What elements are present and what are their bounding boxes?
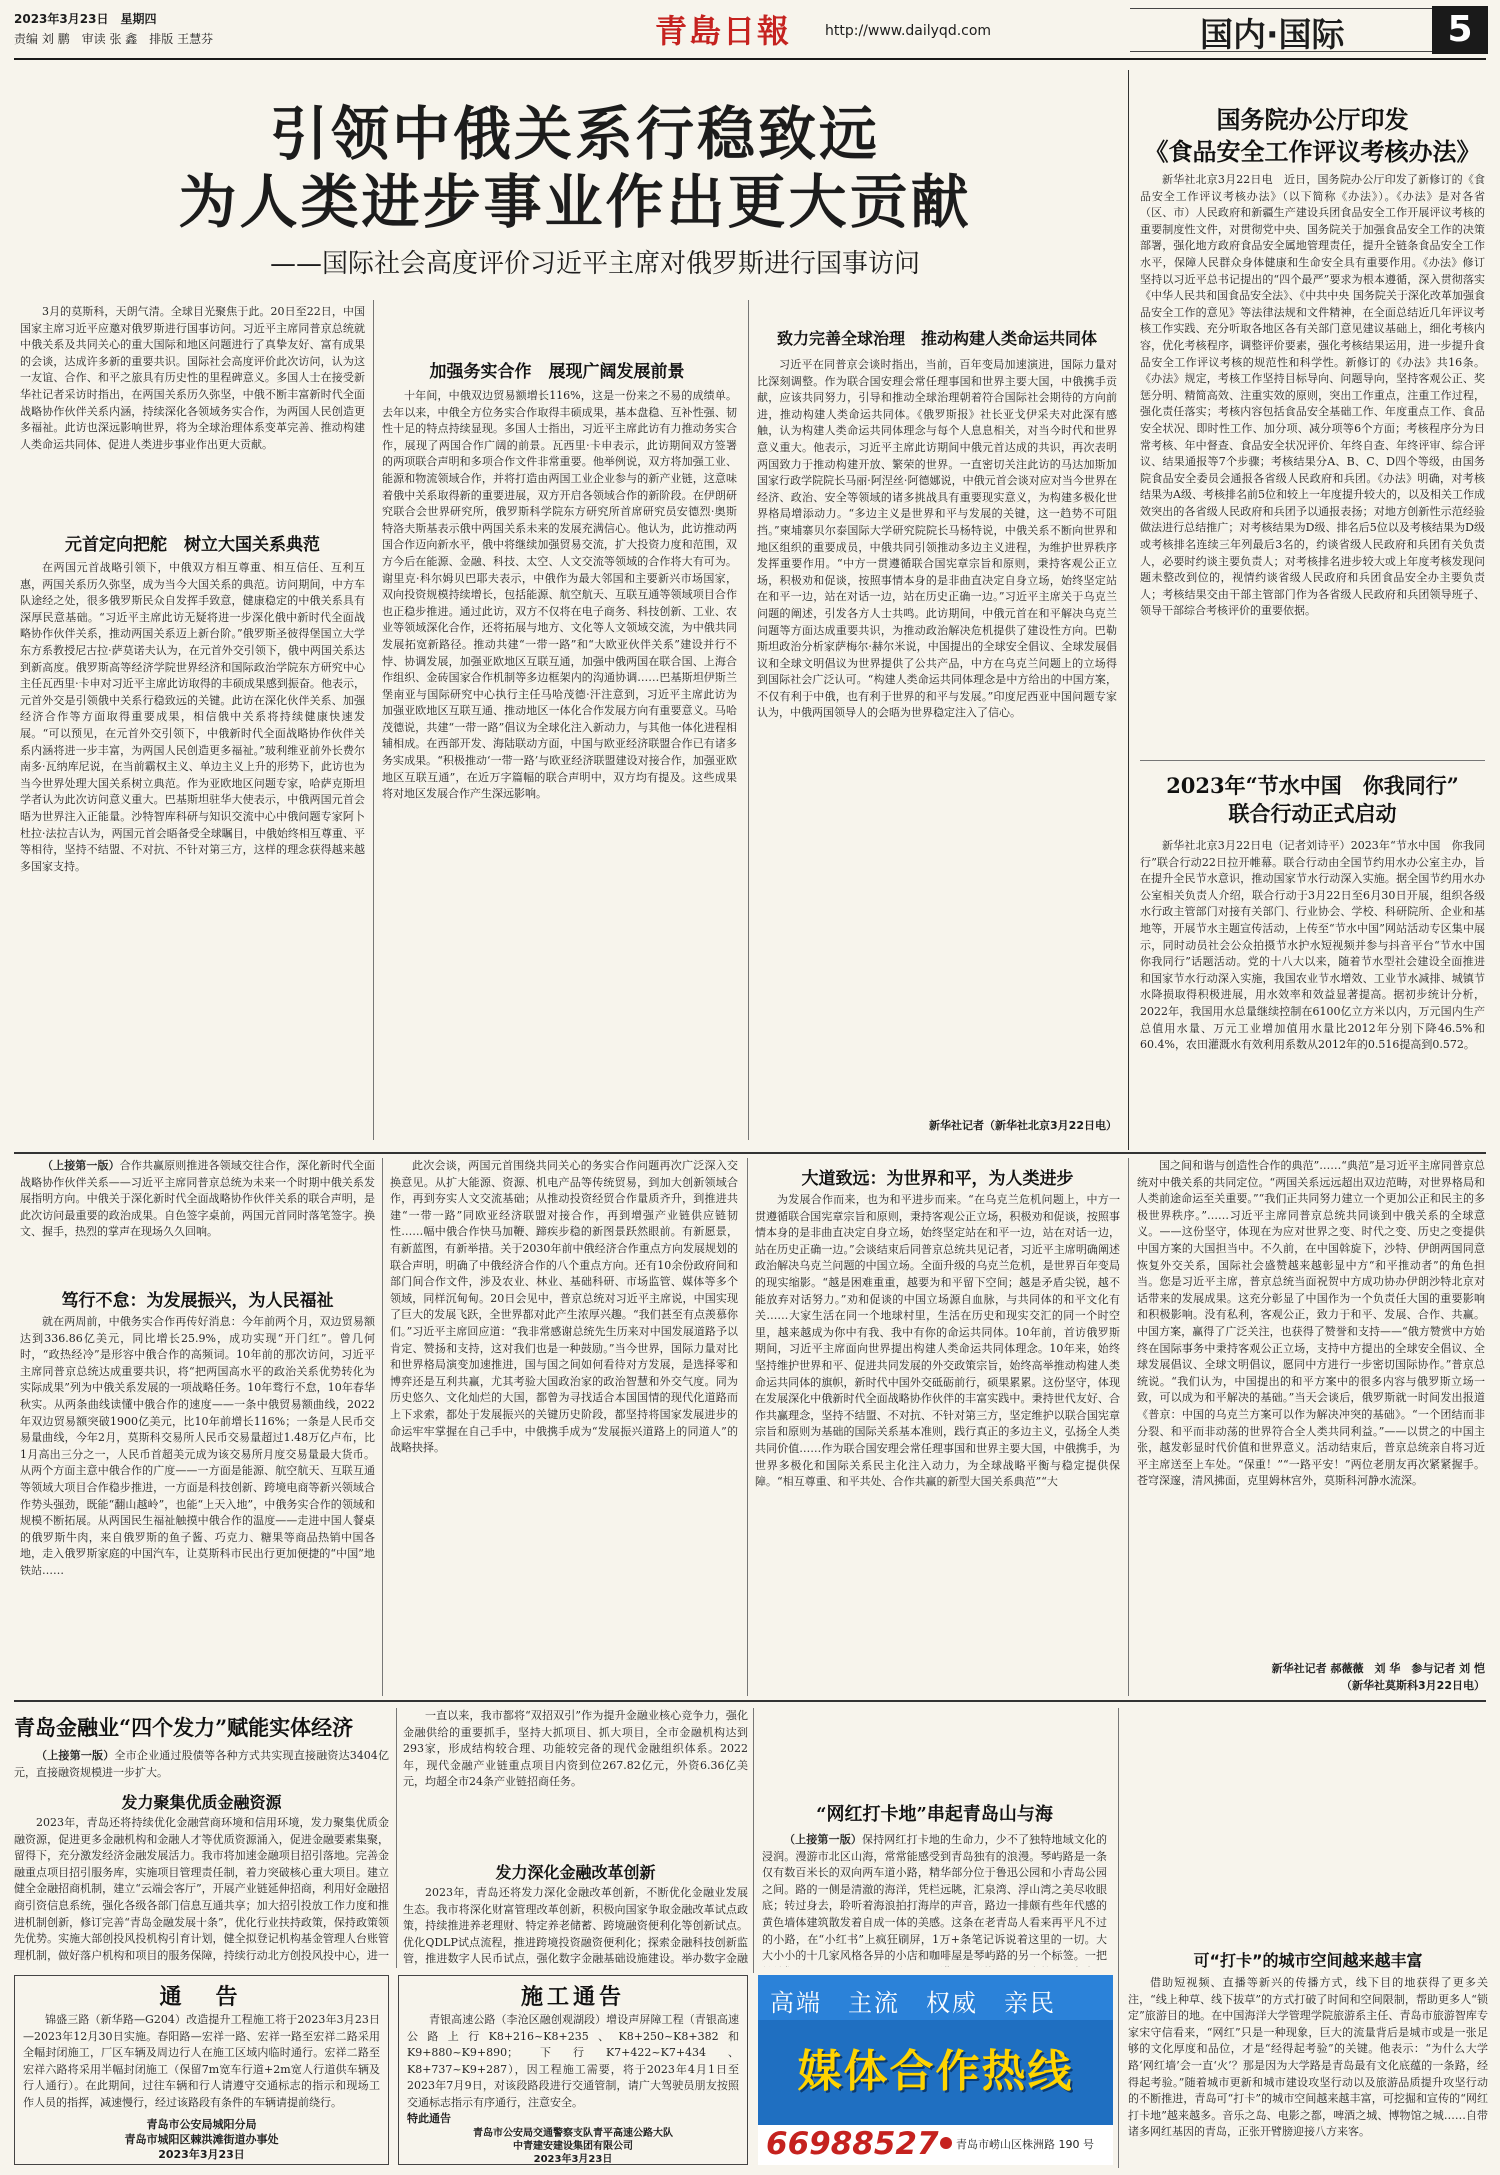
cont-col3-body (755, 1192, 1120, 1694)
local-body3 (403, 1885, 748, 1965)
notice2-sign1: 青岛市公安局交通警察支队青平高速公路大队 (473, 2128, 673, 2139)
cont-col4-body (1137, 1158, 1485, 1658)
cont-col2-body-text: 此次会谈，两国元首围绕共同关心的务实合作问题再次广泛深入交换意见。从扩大能源、资源、机电产品等传统贸易，到加大创新领域合作，再到夯实人文交流基础；从推动投资经贸合作量质齐升，到推进共建“一带一路”同欧亚经济联盟对接合作，再到增强产业链供应链韧性……幅中俄合作快马加鞭、蹄疾步稳的新图景跃然眼前。有新愿景，有新蓝图，有新举措。关于2030年前中俄经济合作重点方向发展规划的联合声明，明确了中俄经济合作的八个重点方向。还有10余份政府间和部门间合作文件，涉及农业、林业、基础科研、市场监管、媒体等多个领域，同样沉甸甸。20日会见中，普京总统对习近平主席说，中国实现了巨大的发展飞跃，全世界都对此产生浓厚兴趣。“我们甚至有点羡慕你们。”习近平主席回应道：“我非常感谢总统先生历来对中国发展道路予以肯定、赞扬和支持，这对我们也是一种鼓励。”当今世界，国际力量对比和世界格局演变加速推进，国与国之间如何看待对方发展，是选择零和博弈还是互利共赢，尤其考验大国政治家的政治智慧和外交气度。同为历史悠久、文化灿烂的大国，都曾为寻找适合本国国情的现代化道路而上下求索，都处于发展振兴的关键历史阶段，都坚持将国家发展进步的命运牢牢掌握在自己手中，中俄携手成为“发展振兴道路上的同道人”的战略抉择。 (390, 1159, 738, 1455)
lead-col3-body (757, 357, 1117, 1117)
lead-col2-body (382, 388, 737, 1138)
masthead-logo: 青島日報 (655, 12, 792, 50)
lead-title-line2: 为人类进步事业作出更大贡献 (178, 168, 972, 236)
right-mid-title-line1: 2023年“节水中国 你我同行” (1166, 773, 1459, 798)
cont-col1-lead: （上接第一版） (42, 1159, 120, 1172)
ad-slogan: 高端 主流 权威 亲民 (770, 1989, 1056, 2017)
notice2-body-text: 青银高速公路（李沧区融创观湖段）增设声屏障工程（青银高速公路上行K8+216~K8+235、K8+250~K8+382和K9+880~K9+890；下行K7+422~K7+434、K8+737~K9+287），因工程施工需要，将于2023年4月1日至2023年7月9日，对该段路段进行交通管制，请广大驾驶员朋友按照交通标志指示有序通行，注意安全。 (407, 2013, 739, 2109)
ad-address: 青岛市崂山区株洲路 190 号 (956, 2138, 1094, 2151)
local2-body-text: 保持网红打卡地的生命力，少不了独特地域文化的浸润。漫游市北区山海，常常能感受到青岛独有的浪漫。琴屿路是一条仅有数百米长的双向两车道小路，精华部分位于鲁迅公园和小青岛公园之间。路的一侧是清澈的海洋，凭栏远眺，汇泉湾、浮山湾之美尽收眼底；转过身去，聆听着海浪拍打海岸的声音，路边一排颇有些年代感的黄色墙体建筑散发着自成一体的美感。这条在老青岛人看来再平凡不过的小路，在“小红书”上疯狂刷屏，1万+条笔记诉说着这里的一切。大大小小的十几家风格各异的小店和咖啡屋是琴屿路的另一个标签。一把 (762, 1833, 1107, 1963)
local-body2-text: 一直以来，我市都将“双招双引”作为提升金融业核心竞争力，强化金融供给的重要抓手，坚持大抓项目、抓大项目，全市金融机构达到293家，形成结构较合理、功能较完备的现代金融组织体系。2022年，现代金融产业链重点项目内资到位267.82亿元，外资6.36亿美元，均超全市24条产业链招商任务。 (403, 1709, 748, 1789)
local-intro (14, 1748, 389, 1784)
notice2-note: 特此通告 (407, 2112, 451, 2125)
cont-col1-intro-text: 合作共赢原则推进各领域交往合作，深化新时代全面战略协作伙伴关系——习近平主席同普京总统为未来一个时期中俄关系发展指明方向。中俄关于深化新时代全面战略协作伙伴关系的联合声明，是此次访问最重要的政治成果。自色签字桌前，两国元首同时落笔签字。换文、握手，热烈的掌声在现场久久回响。 (20, 1159, 375, 1239)
section-rule (14, 1152, 1486, 1154)
notice1-body (23, 2012, 380, 2112)
lead-subtitle: ——国际社会高度评价习近平主席对俄罗斯进行国事访问 (269, 249, 920, 279)
lead-col2-body-text: 十年间，中俄双边贸易额增长116%，这是一份来之不易的成绩单。去年以来，中俄全方位务实合作取得丰硕成果，基本盘稳、互补性强、韧性十足的特点持续显现。多国人士指出，习近平主席此访有力推动务实合作，展现了两国合作广阔的前景。瓦西里·卡申表示，此访期间双方签署的两项联合声明和多项合作文件非常重要。他举例说，双方将加强工业、能源和物流领域合作，并将打造由两国工业企业参与的新产业链，这意味着俄中关系取得新的重要进展，双方开启各领域合作的新阶段。在伊朗研究联合会世界研究所，俄罗斯科学院东方研究所首席研究员安德烈·奥斯特洛夫斯基表示俄中两国关系未来的发展充满信心。他认为，此访推动两国合作迈向新水平，俄中将继续加强贸易交流，扩大投资力度和范围，双方今后在能源、金融、科技、太空、人文交流等领域的合作将大有可为。谢里克·科尔姆贝巴耶夫表示，中俄作为最大邻国和主要新兴市场国家，双向投资规模持续增长，包括能源、航空航天、互联互通等领域项目合作也正稳步推进。通过此访，双方不仅将在电子商务、科技创新、工业、农业等领域深化合作，还将拓展与地方、文化等人文领域交流，为中俄共同发展拓宽新路径。推动共建“一带一路”和“大欧亚伙伴关系”建设并行不悖、协调发展，加强亚欧地区互联互通，加强中俄两国在联合国、上海合作组织、金砖国家合作机制等多边框架内的沟通协调……巴基斯坦伊斯兰堡南亚与国际研究中心执行主任马哈茂德·汗注意到，习近平主席此访为加强亚欧地区互联互通、推动地区一体化合作发展方向有重要意义。马哈茂德说，共建“一带一路”倡议为全球化注入新动力，与其他一体化进程相辅相成。在西部开发、海陆联动方面，中国与欧亚经济联盟合作已有诸多务实成果。“积极推动‘一带一路’与欧亚经济联盟建设对接合作，加强亚欧地区互联互通”，在近万字篇幅的联合声明中，双方均有提及。这些成果将对地区发展合作产生深远影响。 (382, 389, 737, 801)
local-body2 (403, 1708, 748, 1848)
notice2-title: 施工通告 (520, 1985, 625, 2010)
cont-col1-subheading: 笃行不怠：为发展振兴，为人民福祉 (61, 1291, 334, 1311)
local-sub1: 发力聚集优质金融资源 (121, 1793, 282, 1812)
lead-col3-byline: 新华社记者（新华社北京3月22日电） (929, 1119, 1117, 1132)
right-top-body (1140, 172, 1485, 755)
notice1-sign2: 青岛市城阳区棘洪滩街道办事处 (124, 2133, 279, 2146)
header-rule (14, 58, 1486, 60)
section-rule (1140, 760, 1485, 761)
notice2-sign2: 中青建安建设集团有限公司 (513, 2141, 633, 2152)
notice1-title: 通 告 (159, 1985, 244, 2010)
notice-box-1 (14, 1975, 389, 2165)
cont-col4-byline: 新华社记者 郝薇薇 刘 华 参与记者 刘 恺 (1271, 1662, 1485, 1675)
media-ad[interactable] (758, 1975, 1113, 2165)
cont-col3-body-text: 为发展合作而来，也为和平进步而来。“在乌克兰危机问题上，中方一贯遵循联合国宪章宗旨和原则，秉持客观公正立场，积极劝和促谈，按照事情本身的是非曲直决定自身立场，始终坚定站在和平一边，站在对话一边，站在历史正确一边。”会谈结束后同普京总统共见记者，习近平主席明确阐述政治解决乌克兰问题的中国立场。全面升级的乌克兰危机，是世界百年变局的现实缩影。“越是困难重重，越要为和平留下空间；越是矛盾尖锐，越不能放弃对话努力。”劝和促谈的中国立场源自血脉，与共同体的和平文化有关……大家生活在同一个地球村里，生活在历史和现实交汇的同一个时空里，越来越成为你中有我、我中有你的命运共同体。10年前，首访俄罗斯期间，习近平主席面向世界提出构建人类命运共同体理念。10年来，始终坚持维护世界和平、促进共同发展的外交政策宗旨，始终高举推动构建人类命运共同体的旗帜，新时代中国外交砥砺前行，硕果累累。这份坚守，体现在发展深化中俄新时代全面战略协作伙伴的丰富实践中。秉持世代友好、合作共赢理念，坚持不结盟、不对抗、不针对第三方，坚定维护以联合国宪章宗旨和原则为基础的国际关系基本准则，践行真正的多边主义，弘扬全人类共同价值……作为联合国安理会常任理事国和世界主要大国，中俄携手，为世界多极化和国际关系民主化注入动力，为全球战略平衡与稳定提供保障。“相互尊重、和平共处、合作共赢的新型大国关系典范”“大 (755, 1193, 1120, 1489)
local-body3-text: 2023年，青岛还将发力深化金融改革创新，不断优化金融业发展生态。我市将深化财富管理改革创新，积极向国家争取金融改革试点政策，持续推进养老理财、特定养老储蓄、跨境融资便利化等创新试点。优化QDLP试点流程，推进跨境投资融资便利化；探索金融科技创新监管，推进数字人民币试点，强化数字金融基础设施建设。举办数字金融 (403, 1886, 748, 1965)
col-divider (747, 1158, 748, 1696)
local3-sub: 可“打卡”的城市空间越来越丰富 (1193, 1951, 1423, 1970)
right-mid-title-line2: 联合行动正式启动 (1228, 801, 1397, 826)
notice2-body (407, 2012, 739, 2110)
local3-body (1128, 1975, 1488, 2170)
notice2-date: 2023年3月23日 (533, 2154, 613, 2165)
lead-col1-body (20, 560, 365, 1140)
cont-col4-dateline: （新华社莫斯科3月22日电） (1341, 1679, 1485, 1692)
header-staff: 责编 刘 鹏 审读 张 鑫 排版 王慧芬 (14, 32, 214, 46)
right-column-divider (1128, 70, 1129, 1150)
right-mid-body-text: 新华社北京3月22日电（记者刘诗平）2023年“节水中国 你我同行”联合行动22日拉开帷幕。联合行动由全国节约用水办公室主办，旨在提升全民节水意识，推动国家节水行动深入实施。据全国节约用水办公室相关负责人介绍，联合行动于3月22日至6月30日开展，组织各级水行政主管部门对接有关部门、行业协会、学校、科研院所、企业和基地等，开展节水主题宣传活动，上传至“节水中国”网站活动专区集中展示，同时动员社会公众拍摄节水护水短视频并参与抖音平台“节水中国 你我同行”话题活动。党的十八大以来，随着节水型社会建设全面推进和国家节水行动深入实施，我国农业节水增效、工业节水减排、城镇节水降损取得积极进展，用水效率和效益显著提高。据初步统计分析，2022年，我国用水总量继续控制在6100亿立方米以内，万元国内生产总值用水量、万元工业增加值用水量比2012年分别下降46.5%和60.4%，农田灌溉水有效利用系数从2012年的0.516提高到0.572。 (1140, 839, 1485, 1052)
col-divider (753, 1708, 754, 1973)
local-lead: （上接第一版） (36, 1749, 115, 1762)
local2-lead: （上接第一版） (784, 1833, 862, 1846)
local-intro-text: 全市企业通过股债等各种方式共实现直接融资达3404亿元，直接融资规模进一步扩大。 (14, 1749, 389, 1779)
col-divider (396, 1708, 397, 1968)
cont-col1-body (20, 1314, 375, 1694)
header-url[interactable]: http://www.dailyqd.com (825, 23, 992, 39)
section-rule (14, 1700, 1486, 1702)
local-sub2: 发力深化金融改革创新 (495, 1863, 656, 1882)
lead-col3-subheading: 致力完善全球治理 推动构建人类命运共同体 (776, 329, 1097, 348)
right-top-title-line1: 国务院办公厅印发 (1216, 105, 1409, 134)
local-body1-text: 2023年，青岛还将持续优化金融营商环境和信用环境，发力聚集优质金融资源，促进更多金融机构和金融人才等优质资源涌入，促进金融要素集聚，留得下，充分激发经济金融发展活力。我市将加速金融项目招引落地。完善金融重点项目招引服务库，实施项目管理责任制，着力突破核心重大项目。建立健全金融招商机制，建立“云端会客厅”，开展产业链延伸招商，利用好金融招商引资信息系统，强化各级各部门信息互通共享；加大招引投放工作力度和推进机制创新，修订完善“青岛金融发展十条”，优化行业扶持政策，保持政策领先优势。实施大部创投风投机构引育计划，健全拟登记机构基金管理人台账管理机制，做好落户机构和项目的服务保障，持续行动北方创投风投中心，进一 (14, 1816, 389, 1962)
cont-col4-body-text: 国之间和谐与创造性合作的典范”……“典范”是习近平主席同普京总统对中俄关系的共同定位。“两国关系远远超出双边范畴，对世界格局和人类前途命运至关重要。”“我们正共同努力建立一个更加公正和民主的多极世界秩序。”……习近平主席同普京总统共同谈到中俄关系的全球意义。——这份坚守，体现在为应对世界之变、时代之变、历史之变提供中国方案的大国担当中。不久前，在中国斡旋下，沙特、伊朗两国同意恢复外交关系，国际社会盛赞越来越彰显中方“和平推动者”的角色担当。您是习近平主席，普京总统当面祝贺中方成功协办伊朗沙特北京对话带来的发展成果。这充分彰显了中国作为一个负责任大国的重要影响和积极影响。没有私利，客观公正，致力于和平、发展、合作、共赢。中国方案，赢得了广泛关注，也获得了赞誉和支持——“俄方赞赏中方始终在国际事务中秉持客观公正立场，支持中方提出的全球安全倡议、全球发展倡议、全球文明倡议，愿同中方进行一步密切国际协作。”普京总统说。“我们认为，中国提出的和平方案中的很多内容与俄罗斯立场一致，可以成为和平解决的基础。”当天会谈后，俄罗斯就一时间发出报道《普京：中国的乌克兰方案可以作为解决冲突的基础》。“一个团结而非分裂、和平而非动荡的世界符合全人类共同利益。”——以贯之的中国主张，越发彰显时代价值和世界意义。活动结束后，普京总统亲自将习近平主席送至上车处。“保重！”“一路平安！”两位老朋友再次紧紧握手。苍穹深邃，清风拂面，克里姆林宫外，莫斯科河静水流深。 (1137, 1159, 1485, 1488)
lead-col1-intro (20, 304, 365, 524)
notice1-body-text: 锦盛三路（新华路—G204）改造提升工程施工将于2023年3月23日—2023年12月30日实施。春阳路—宏祥一路、宏祥一路至宏祥二路采用全幅封闭施工，厂区车辆及周边行人在施工区域内临时通行。宏祥二路至宏祥六路将采用半幅封闭施工（保留7m宽车行道+2m宽人行道供车辆及行人通行）。在此期间，过往车辆和行人请遵守交通标志的指示和现场工作人员的指挥，减速慢行，经过该路段有条件的车辆请提前绕行。 (23, 2013, 380, 2109)
local-body1 (14, 1815, 389, 1965)
right-top-body-text: 新华社北京3月22日电 近日，国务院办公厅印发了新修订的《食品安全工作评议考核办法》（以下简称《办法》）。《办法》是对各省（区、市）人民政府和新疆生产建设兵团食品安全工作开展评议考核的重要制度性文件，对贯彻党中央、国务院关于加强食品安全工作的决策部署，强化地方政府食品安全属地管理责任，提升全链条食品安全工作水平，保障人民群众身体健康和生命安全具有重要作用。《办法》修订坚持以习近平总书记提出的“四个最严”要求为根本遵循，深入贯彻落实《中华人民共和国食品安全法》、《中共中央 国务院关于深化改革加强食品安全工作的意见》等法律法规和文件精神，在全面总结近几年评议考核工作实践、充分听取各地区各有关部门意见建议基础上，细化考核内容，优化考核程序，调整评价要素，强化考核结果运用，进一步提升食品安全工作评议考核的规范性和科学性。新修订的《办法》共16条。《办法》规定，考核工作坚持目标导向、问题导向，坚持客观公正、奖惩分明、精简高效、注重实效的原则，突出工作重点，注重工作过程，强化责任落实；考核内容包括食品安全基础工作、年度重点工作、食品安全状况、即时性工作、加分项、减分项等6个方面；考核程序分为日常考核、年中督查、食品安全状况评价、年终自查、年终评审、综合评议、结果通报等7个步骤；考核结果分A、B、C、D四个等级，由国务院食品安全委员会通报各省级人民政府和兵团。《办法》明确，对考核结果为A级、考核排名前5位和较上一年度提升较大的，以及相关工作成效突出的各省级人民政府和兵团予以通报表扬；对地方创新性示范经验做法进行总结推广；对考核结果为D级、排名后5位以及考核结果为D级或考核排名连续三年列最后3名的，约谈省级人民政府和兵团有关负责人，必要时约谈主要负责人；对考核排名进步较大或上年度考核发现问题未整改到位的，视情约谈省级人民政府和兵团食品安全办主要负责人；考核结果交由干部主管部门作为各省级人民政府和兵团领导班子、领导干部综合考核评价的重要依据。 (1140, 173, 1485, 618)
ad-logo-icon (940, 2137, 952, 2149)
lead-col1-subheading: 元首定向把舵 树立大国关系典范 (65, 535, 320, 555)
cont-col3-subheading: 大道致远：为世界和平，为人类进步 (801, 1169, 1074, 1189)
col-divider (373, 300, 374, 1140)
cont-col2-body (390, 1158, 738, 1694)
local-title: 青岛金融业“四个发力”赋能实体经济 (14, 1715, 354, 1740)
ad-phone[interactable]: 66988527 (766, 2126, 939, 2162)
notice-box-2 (398, 1975, 748, 2165)
col-divider (748, 300, 749, 1140)
right-top-title-line2: 《食品安全工作评议考核办法》 (1144, 137, 1481, 166)
cont-col1-body-text: 就在两周前，中俄务实合作再传好消息：今年前两个月，双边贸易额达到336.86亿美元，同比增长25.9%，成功实现“开门红”。曾几何时，“政热经冷”是形容中俄合作的高频词。10年前的那次访问，习近平主席同普京总统达成重要共识，将“把两国高水平的政治关系优势转化为实际成果”列为中俄关系发展的一项战略任务。10年骛行不怠，10年春华秋实。从两条曲线读懂中俄合作的速度——一条中俄贸易额曲线，2022年双边贸易额突破1900亿美元，比10年前增长116%；一条是人民币交易量曲线，今年2月，莫斯科交易所人民币交易量超过1.48万亿卢布，比1月高出三分之一，人民币首超美元成为该交易所月度交易量最大货币。从两个方面主意中俄合作的广度——一方面是能源、航空航天、互联互通等领域大项目合作稳步推进，一方面是科技创新、跨境电商等新兴领域合作势头强劲，既能“翻山越岭”，也能“上天入地”，中俄务实合作的领域和规模不断拓展。从两国民生福祉触摸中俄合作的温度——走进中国人餐桌的俄罗斯牛肉，来自俄罗斯的鱼子酱、巧克力、糖果等商品热销中国各地，走入俄罗斯家庭的中国汽车，让莫斯科市民出行更加便捷的“中国”地铁站…… (20, 1315, 375, 1577)
col-divider (382, 1158, 383, 1696)
local3-body-text: 借助短视频、直播等新兴的传播方式，线下目的地获得了更多关注，“线上种草、线下拔草”的方式打破了时间和空间限制，帮助更多人“锁定”旅游目的地。在中国海洋大学管理学院旅游系主任、青岛市旅游智库专家宋守信看来，“网红”只是一种现象，巨大的流量背后是城市或是一张足够的文化厚度和品位，才是“经得起考验”的关键。他表示：“为什么大学路‘网红墙’会一直‘火’？那是因为大学路是青岛最有文化底蕴的一条路，经得起考验。”随着城市更新和城市建设攻坚行动以及旅游品质提升攻坚行动的不断推进，青岛可“打卡”的城市空间越来越丰富，可挖掘和宣传的“网红打卡地”越来越多。音乐之岛、电影之都，啤酒之城、博物馆之城……自带诸多网红基因的青岛，正张开臂膀迎接八方来客。 (1128, 1976, 1488, 2139)
section-name: 国内·国际 (1200, 15, 1345, 54)
lead-col1-intro-text: 3月的莫斯科，天朗气清。全球目光聚焦于此。20日至22日，中国国家主席习近平应邀对俄罗斯进行国事访问。习近平主席同普京总统就中俄关系及共同关心的重大国际和地区问题进行了真挚友好、富有成果的会谈，达成许多新的重要共识。国际社会高度评价此次访问，认为这一友谊、合作、和平之旅具有历史性的里程碑意义。多国人士在接受新华社记者采访时指出，在两国关系历久弥坚，中俄不断丰富新时代全面战略协作伙伴关系内涵，持续深化各领域务实合作，为两国人民创造更多福祉。此访也深远影响世界，将为全球治理体系变革完善、推动构建人类命运共同体、促进人类进步事业作出更大贡献。 (20, 305, 365, 451)
header-date: 2023年3月23日 星期四 (14, 12, 157, 26)
notice1-sign1: 青岛市公安局城阳分局 (146, 2118, 257, 2131)
local2-body (762, 1832, 1107, 1967)
notice1-date: 2023年3月23日 (158, 2148, 245, 2161)
lead-col2-subheading: 加强务实合作 展现广阔发展前景 (429, 362, 685, 382)
local2-title: “网红打卡地”串起青岛山与海 (816, 1804, 1053, 1825)
cont-col1-intro (20, 1158, 375, 1280)
ad-headline: 媒体合作热线 (797, 2046, 1074, 2097)
page-number: 5 (1432, 6, 1488, 54)
col-divider (1118, 1708, 1119, 2168)
section-banner (1130, 8, 1440, 52)
lead-col1-body-text: 在两国元首战略引领下，中俄双方相互尊重、相互信任、互利互惠，两国关系历久弥坚，成为当今大国关系的典范。访问期间，中方车队途经之处，很多俄罗斯民众自发挥手致意，健康稳定的中俄关系具有深厚民意基础。“习近平主席此访无疑将进一步深化俄中新时代全面战略协作伙伴关系，推动两国关系迈上新台阶。”俄罗斯圣彼得堡国立大学东方系教授尼古拉·萨莫诺夫认为，在元首外交引领下，俄中两国关系达到新高度。俄罗斯高等经济学院世界经济和国际政治学院东方研究中心主任瓦西里·卡申对习近平主席此访取得的丰硕成果感到振奋。他表示，元首外交是引领俄中关系行稳致远的关键。此访在深化伙伴关系、加强经济合作等方面取得重要成果，相信俄中关系将持续健康快速发展。“可以预见，在元首外交引领下，中俄新时代全面战略协作伙伴关系内涵将进一步丰富，为两国人民创造更多福祉。”玻利维亚前外长费尔南多·瓦纳库尼说，在当前霸权主义、单边主义上升的形势下，此访也为当今世界处理大国关系树立典范。作为亚欧地区问题专家，哈萨克斯坦学者认为此次访问意义重大。巴基斯坦驻华大使表示，中俄两国元首会晤为世界注入正能量。沙特智库科研与知识交流中心中俄问题专家阿卜杜拉·法拉吉认为，两国元首会晤备受全球瞩目，中俄始终相互尊重、平等相待，坚持不结盟、不对抗、不针对第三方，这样的理念获得越来越多国家支持。 (20, 561, 365, 873)
right-mid-body (1140, 838, 1485, 1138)
col-divider (1128, 1158, 1129, 1696)
lead-col3-body-text: 习近平在同普京会谈时指出，当前，百年变局加速演进，国际力量对比深刻调整。作为联合国安理会常任理事国和世界主要大国，中俄携手贡献，应该共同努力，引导和推动全球治理朝着符合国际社会期待的方向前进，推动构建人类命运共同体。《俄罗斯报》社长亚戈伊采夫对此深有感触，认为构建人类命运共同体理念与每个人息息相关，对当今时代和世界意义重大。他表示，习近平主席此访期间中俄元首达成的共识，再次表明两国致力于推动构建开放、繁荣的世界。一直密切关注此访的马达加斯加国家行政学院院长马丽·阿涅丝·阿德娜说，中俄元首会谈对应对当今世界在经济、政治、安全等领域的诸多挑战具有重要现实意义，为构建多极化世界格局增添动力。“多边主义是世界和平与发展的关键，这一趋势不可阻挡。”柬埔寨贝尔泰国际大学研究院院长马杨特说，中俄关系不断向世界和地区组织的重要成员，中俄共同引领推动多边主义进程，为维护世界秩序发挥重要作用。“中方一贯遵循联合国宪章宗旨和原则，秉持客观公正立场，积极劝和促谈，按照事情本身的是非曲直决定自身立场，始终坚定站在和平一边，站在对话一边，站在历史正确一边。”习近平主席关于乌克兰问题的阐述，引发各方人士共鸣。此访期间，中俄元首在和平解决乌克兰问题等方面达成重要共识，为推动政治解决危机提供了建设性方向。巴勒斯坦政治分析家萨梅尔·赫尔米说，中国提出的全球安全倡议、全球发展倡议和全球文明倡议为世界提供了公共产品，中方在乌克兰问题上的立场得到国际社会广泛认可。“构建人类命运共同体理念是中方给出的中国方案，不仅有利于中俄，也有利于世界的和平与发展。”印度尼西亚中国问题专家认为，中俄两国领导人的会晤为世界稳定注入了信心。 (757, 358, 1117, 720)
lead-title-line1: 引领中俄关系行稳致远 (269, 100, 880, 168)
